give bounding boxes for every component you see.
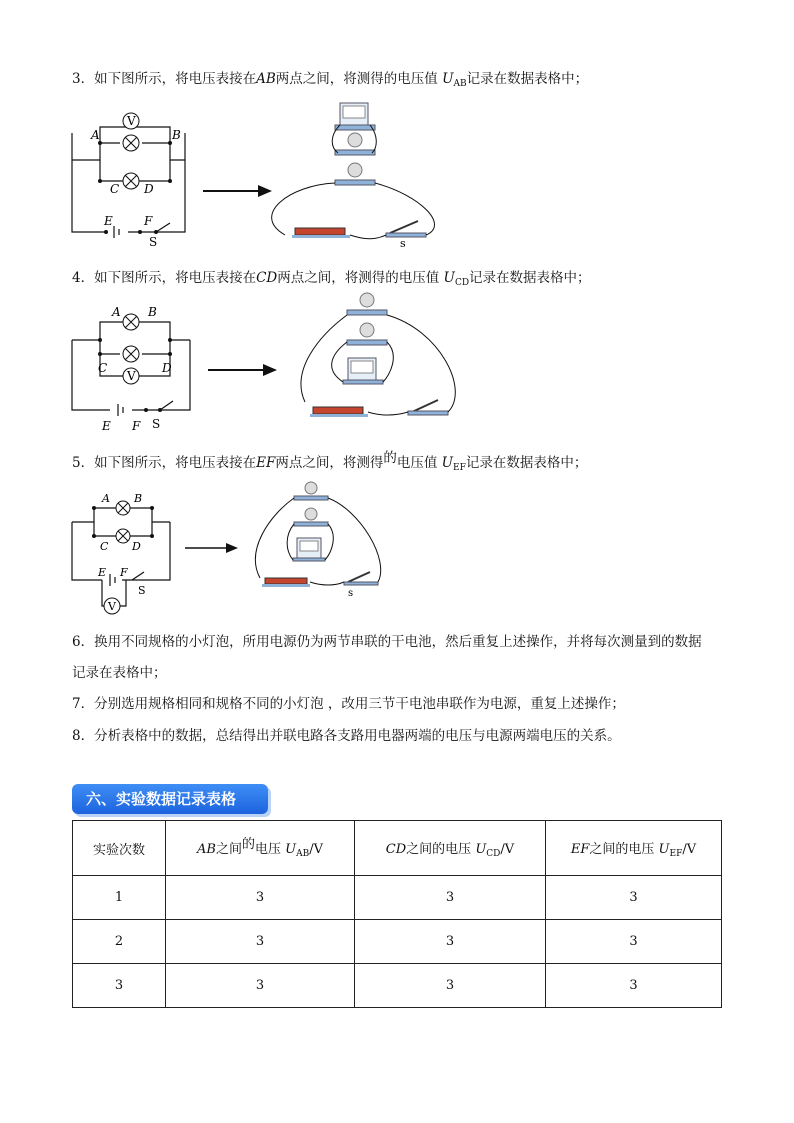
voltage-symbol: U xyxy=(658,841,670,857)
label-f: F xyxy=(120,566,128,579)
label-c: C xyxy=(100,540,109,553)
label-f: F xyxy=(132,419,141,433)
table-cell: 3 xyxy=(546,964,722,1008)
header-ab-voltage xyxy=(166,821,355,876)
table-cell: 3 xyxy=(166,920,355,964)
switch-label: s xyxy=(348,588,354,599)
header-ef-voltage xyxy=(546,821,722,876)
table-cell: 3 xyxy=(546,920,722,964)
physical-circuit xyxy=(272,103,435,250)
label-a: A xyxy=(91,128,100,142)
header-text: 的 xyxy=(241,836,255,852)
label-a: A xyxy=(112,305,121,319)
voltage-symbol: U xyxy=(475,841,487,857)
label-d: D xyxy=(162,361,172,375)
label-e: E xyxy=(104,214,113,228)
header-text: 之间的电压 xyxy=(406,841,472,857)
table-row xyxy=(73,964,722,1008)
unit: /V xyxy=(309,841,323,857)
step-text: 两点之间，将测得 xyxy=(275,455,384,471)
step-number: 5． xyxy=(72,455,95,471)
table-cell: 2 xyxy=(73,920,166,964)
table-cell: 3 xyxy=(73,964,166,1008)
label-c: C xyxy=(110,182,120,196)
voltage-symbol: U xyxy=(285,841,297,857)
voltage-subscript: AB xyxy=(453,79,467,89)
voltage-subscript: EF xyxy=(669,848,683,859)
step-number: 3． xyxy=(72,71,95,87)
point-pair: EF xyxy=(570,841,590,857)
step-text: 如下图所示，将电压表接在 xyxy=(94,71,257,87)
table-row xyxy=(73,920,722,964)
step-number: 4． xyxy=(72,270,95,286)
step-text: 记录在数据表格中； xyxy=(469,270,591,286)
unit: /V xyxy=(500,841,515,857)
switch-label: s xyxy=(400,237,406,250)
header-text: 实验次数 xyxy=(92,842,145,858)
step-text: 电压值 xyxy=(396,455,438,471)
header-text: 之间 xyxy=(215,841,242,857)
label-d: D xyxy=(144,182,154,196)
label-s: S xyxy=(152,417,161,431)
label-d: D xyxy=(132,540,141,553)
table-cell: 3 xyxy=(355,964,546,1008)
table-header-row xyxy=(73,821,722,876)
voltage-subscript: CD xyxy=(454,278,470,288)
table-cell: 3 xyxy=(355,876,546,920)
step-text: 如下图所示，将电压表接在 xyxy=(94,455,257,471)
label-e: E xyxy=(98,566,107,579)
label-b: B xyxy=(172,128,181,142)
step-6-text-line2: 记录在表格中； xyxy=(72,665,167,681)
table-cell: 3 xyxy=(355,920,546,964)
step-3-text xyxy=(72,67,588,89)
physical-circuit xyxy=(255,482,380,599)
step-text: 记录在数据表格中； xyxy=(465,455,588,471)
arrow-icon xyxy=(203,185,272,197)
step-7-text: 7．分别选用规格相同和规格不同的小灯泡 ，改用三节干电池串联作为电源，重复上述操作； xyxy=(72,696,625,712)
point-pair: AB xyxy=(256,71,276,87)
label-b: B xyxy=(134,492,143,505)
point-pair: CD xyxy=(385,841,407,857)
voltage-symbol: U xyxy=(441,455,454,471)
data-table xyxy=(72,820,722,1008)
voltmeter-label: V xyxy=(127,369,136,383)
step-text: 如下图所示，将电压表接在 xyxy=(94,270,257,286)
label-s: S xyxy=(138,584,146,597)
header-text: 电压 xyxy=(254,841,281,857)
point-pair: EF xyxy=(256,455,276,471)
step-8-text: 8．分析表格中的数据，总结得出并联电路各支路用电器两端的电压与电源两端电压的关系。 xyxy=(72,728,621,744)
table-cell: 3 xyxy=(166,876,355,920)
header-trial-count xyxy=(73,821,166,876)
label-a: A xyxy=(102,492,110,505)
point-pair: AB xyxy=(196,841,216,857)
header-text: 之间的电压 xyxy=(589,841,655,857)
label-f: F xyxy=(144,214,153,228)
step-text: 两点之间，将测得的电压值 xyxy=(277,270,440,286)
circuit-figure-ab xyxy=(60,95,460,255)
point-pair: CD xyxy=(256,270,278,286)
table-row xyxy=(73,876,722,920)
header-cd-voltage xyxy=(355,821,546,876)
voltage-subscript: CD xyxy=(486,848,501,859)
table-cell: 3 xyxy=(546,876,722,920)
arrow-icon xyxy=(185,543,238,553)
step-text: 记录在数据表格中； xyxy=(466,71,589,87)
voltmeter-label: V xyxy=(108,600,116,613)
step-text: 两点之间，将测得的电压值 xyxy=(275,71,438,87)
circuit-figure-cd xyxy=(60,290,460,440)
label-c: C xyxy=(98,361,108,375)
voltage-symbol: U xyxy=(442,71,454,87)
step-4-text xyxy=(72,266,591,288)
table-cell: 1 xyxy=(73,876,166,920)
voltage-symbol: U xyxy=(443,270,455,286)
voltmeter-label: V xyxy=(127,114,136,128)
voltage-subscript: AB xyxy=(296,848,310,859)
arrow-icon xyxy=(208,364,277,376)
step-text: 的 xyxy=(383,450,397,466)
step-5-text xyxy=(72,451,587,473)
voltage-subscript: EF xyxy=(453,463,466,473)
unit: /V xyxy=(682,841,697,857)
label-b: B xyxy=(148,305,157,319)
section-title-badge: 六、实验数据记录表格 xyxy=(72,784,268,814)
table-cell: 3 xyxy=(166,964,355,1008)
label-s: S xyxy=(149,235,158,249)
label-e: E xyxy=(102,419,111,433)
step-6-text-line1: 6．换用不同规格的小灯泡，所用电源仍为两节串联的干电池，然后重复上述操作，并将每次测量到的数据 xyxy=(72,634,702,650)
physical-circuit xyxy=(301,293,455,417)
circuit-figure-ef xyxy=(60,480,400,620)
